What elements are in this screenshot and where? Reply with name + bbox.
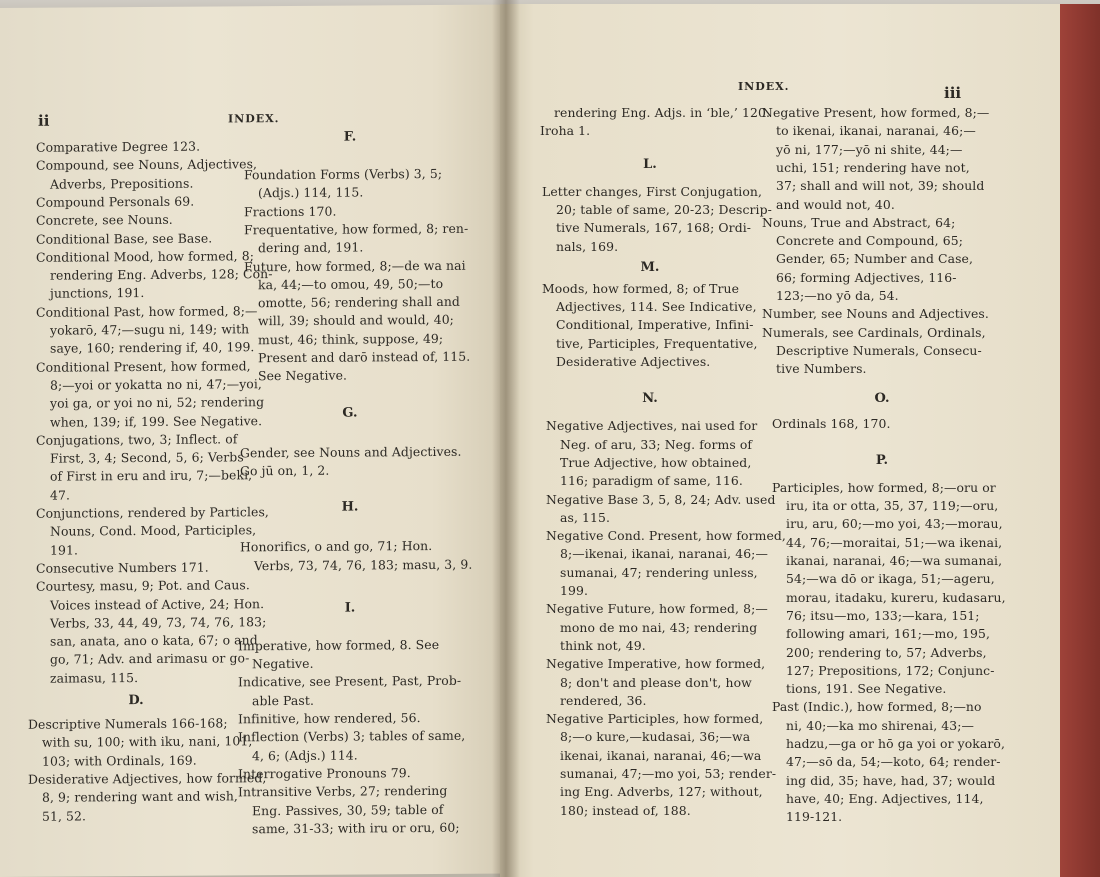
- index-entry-line: saye, 160; rendering if, 40, 199.: [50, 339, 255, 356]
- index-entry-line: will, 39; should and would, 40;: [258, 312, 454, 329]
- index-entry-line: ikanai, naranai, 46;—wa sumanai,: [786, 553, 1003, 568]
- index-entry-line: dering and, 191.: [258, 239, 364, 256]
- index-entry-line: 200; rendering to, 57; Adverbs,: [786, 644, 987, 660]
- index-entry-line: rendering Eng. Adjs. in ‘ble,’ 120.: [554, 105, 770, 120]
- index-entry-line: 119-121.: [786, 809, 843, 825]
- section-letter: L.: [643, 156, 657, 172]
- index-entry-line: Fractions 170.: [244, 203, 337, 219]
- index-entry-line: Infinitive, how rendered, 56.: [238, 710, 421, 727]
- index-entry-line: Negative Imperative, how formed,: [546, 656, 766, 672]
- index-entry-line: Gender, see Nouns and Adjectives.: [240, 443, 462, 460]
- index-entry-line: Descriptive Numerals, Consecu-: [776, 342, 982, 358]
- index-entry-line: Concrete, see Nouns.: [36, 211, 173, 228]
- left-page-number: ii: [38, 111, 50, 130]
- index-entry-line: Gender, 65; Number and Case,: [776, 251, 974, 267]
- index-entry-line: Honorifics, o and go, 71; Hon.: [240, 538, 433, 555]
- index-entry-line: 8;—ikenai, ikanai, naranai, 46;—: [560, 546, 768, 562]
- index-entry-line: Frequentative, how formed, 8; ren-: [244, 220, 469, 238]
- index-entry-line: Intransitive Verbs, 27; rendering: [238, 783, 448, 800]
- index-entry-line: uchi, 151; rendering have not,: [776, 159, 970, 175]
- index-entry-line: Verbs, 33, 44, 49, 73, 74, 76, 183;: [50, 613, 267, 631]
- index-entry-line: ka, 44;—to omou, 49, 50;—to: [258, 275, 444, 292]
- index-entry-line: 54;—wa dō or ikaga, 51;—ageru,: [786, 571, 995, 587]
- index-entry-line: Indicative, see Present, Past, Prob-: [238, 673, 462, 690]
- index-entry-line: 191.: [50, 542, 78, 558]
- book-gutter: [492, 0, 520, 877]
- index-entry-line: Present and darō instead of, 115.: [258, 348, 471, 366]
- index-entry-line: sumanai, 47;—mo yoi, 53; render-: [560, 766, 777, 781]
- index-entry-line: tive Numbers.: [776, 361, 867, 377]
- index-entry-line: ing did, 35; have, had, 37; would: [786, 772, 996, 788]
- index-entry-line: yoi ga, or yoi no ni, 52; rendering: [50, 394, 265, 411]
- index-entry-line: Conditional Past, how formed, 8;—: [36, 302, 258, 320]
- index-entry-line: Interrogative Pronouns 79.: [238, 765, 411, 782]
- index-entry-line: 199.: [560, 583, 588, 598]
- index-entry-line: Concrete and Compound, 65;: [776, 233, 963, 249]
- index-entry-line: Past (Indic.), how formed, 8;—no: [772, 699, 982, 715]
- index-entry-line: 51, 52.: [42, 807, 87, 824]
- index-entry-line: 37; shall and will not, 39; should: [776, 178, 985, 194]
- index-entry-line: Descriptive Numerals 166-168;: [28, 715, 228, 732]
- index-entry-line: junctions, 191.: [50, 285, 145, 302]
- index-entry-line: 20; table of same, 20-23; Descrip-: [556, 201, 772, 217]
- index-entry-line: 4, 6; (Adjs.) 114.: [252, 747, 358, 763]
- index-entry-line: (Adjs.) 114, 115.: [258, 184, 364, 201]
- index-entry-line: 127; Prepositions, 172; Conjunc-: [786, 662, 995, 678]
- index-entry-line: ikenai, ikanai, naranai, 46;—wa: [560, 747, 762, 763]
- index-entry-line: rendered, 36.: [560, 692, 647, 708]
- index-entry-line: Conditional Mood, how formed, 8;: [36, 248, 255, 265]
- index-entry-line: Negative Base 3, 5, 8, 24; Adv. used: [546, 491, 776, 507]
- index-entry-line: Desiderative Adjectives.: [556, 354, 711, 369]
- index-entry-line: True Adjective, how obtained,: [560, 454, 752, 470]
- index-entry-line: 66; forming Adjectives, 116-: [776, 269, 957, 285]
- index-entry-line: and would not, 40.: [776, 196, 895, 212]
- index-entry-line: 8;—yoi or yokatta no ni, 47;—yoi,: [50, 376, 262, 393]
- index-entry-line: 123;—no yō da, 54.: [776, 288, 899, 303]
- index-entry-line: 103; with Ordinals, 169.: [42, 752, 197, 769]
- right-page-number: iii: [944, 84, 962, 102]
- index-entry-line: tive, Participles, Frequentative,: [556, 335, 758, 351]
- index-entry-line: Iroha 1.: [540, 123, 591, 139]
- index-entry-line: Nouns, True and Abstract, 64;: [762, 214, 956, 230]
- section-letter: I.: [344, 600, 356, 616]
- index-entry-line: Imperative, how formed, 8. See: [238, 636, 440, 654]
- section-letter: O.: [874, 390, 890, 406]
- index-entry-line: Compound Personals 69.: [36, 193, 195, 210]
- index-entry-line: Consecutive Numbers 171.: [36, 559, 209, 576]
- index-entry-line: Go jū on, 1, 2.: [240, 462, 330, 479]
- index-entry-line: rendering Eng. Adverbs, 128; Con-: [50, 266, 273, 283]
- section-letter: M.: [640, 259, 660, 275]
- index-entry-line: First, 3, 4; Second, 5, 6; Verbs: [50, 449, 244, 466]
- index-entry-line: tive Numerals, 167, 168; Ordi-: [556, 220, 752, 236]
- index-entry-line: See Negative.: [258, 367, 348, 384]
- index-entry-line: think not, 49.: [560, 637, 646, 653]
- section-letter: F.: [343, 129, 357, 145]
- index-entry-line: Nouns, Cond. Mood, Participles,: [50, 522, 257, 539]
- index-entry-line: Negative Cond. Present, how formed,: [546, 528, 786, 544]
- index-entry-line: Negative Future, how formed, 8;—: [546, 601, 768, 617]
- index-entry-line: Voices instead of Active, 24; Hon.: [50, 595, 265, 613]
- index-entry-line: Conditional Present, how formed,: [36, 357, 251, 375]
- index-entry-line: yokarō, 47;—sugu ni, 149; with: [50, 321, 250, 338]
- index-entry-line: hadzu,—ga or hō ga yoi or yokarō,: [786, 736, 1006, 751]
- index-entry-line: 44, 76;—moraitai, 51;—wa ikenai,: [786, 534, 1003, 550]
- index-entry-line: nals, 169.: [556, 238, 619, 254]
- section-letter: D.: [128, 692, 144, 709]
- index-entry-line: following amari, 161;—mo, 195,: [786, 626, 991, 642]
- index-entry-line: morau, itadaku, kureru, kudasaru,: [786, 589, 1006, 605]
- left-page: [0, 4, 508, 877]
- index-entry-line: Neg. of aru, 33; Neg. forms of: [560, 436, 753, 452]
- right-page-header: INDEX.: [738, 80, 790, 93]
- index-entry-line: mono de mo nai, 43; rendering: [560, 619, 758, 635]
- index-entry-line: Adverbs, Prepositions.: [50, 175, 194, 192]
- index-entry-line: iru, aru, 60;—mo yoi, 43;—morau,: [786, 516, 1003, 532]
- index-entry-line: 8;—o kure,—kudasai, 36;—wa: [560, 729, 751, 745]
- index-entry-line: Conjugations, two, 3; Inflect. of: [36, 431, 238, 448]
- index-entry-line: Negative Present, how formed, 8;—: [762, 105, 990, 120]
- section-letter: H.: [341, 499, 359, 515]
- index-entry-line: Conjunctions, rendered by Particles,: [36, 504, 269, 521]
- index-entry-line: 47;—sō da, 54;—koto, 64; render-: [786, 754, 1001, 770]
- index-entry-line: tions, 191. See Negative.: [786, 681, 947, 697]
- index-entry-line: 8, 9; rendering want and wish,: [42, 788, 238, 805]
- index-entry-line: with su, 100; with iku, nani, 101,: [42, 733, 253, 751]
- index-entry-line: Courtesy, masu, 9; Pot. and Caus.: [36, 577, 250, 594]
- index-entry-line: able Past.: [252, 692, 314, 708]
- index-entry-line: san, anata, ano o kata, 67; o and: [50, 632, 258, 649]
- left-page-header: INDEX.: [228, 112, 280, 126]
- index-entry-line: Ordinals 168, 170.: [772, 415, 891, 431]
- index-entry-line: iru, ita or otta, 35, 37, 119;—oru,: [786, 498, 999, 514]
- index-entry-line: to ikenai, ikanai, naranai, 46;—: [776, 123, 976, 139]
- index-entry-line: Inflection (Verbs) 3; tables of same,: [238, 728, 466, 745]
- index-entry-line: 76; itsu—mo, 133;—kara, 151;: [786, 607, 980, 623]
- section-letter: N.: [642, 391, 658, 407]
- index-entry-line: ing Eng. Adverbs, 127; without,: [560, 784, 763, 800]
- index-entry-line: Negative.: [252, 655, 314, 672]
- index-entry-line: must, 46; think, suppose, 49;: [258, 330, 444, 347]
- index-entry-line: Adjectives, 114. See Indicative,: [556, 299, 757, 315]
- index-entry-line: go, 71; Adv. and arimasu or go-: [50, 650, 250, 668]
- index-entry-line: 8; don't and please don't, how: [560, 674, 752, 690]
- index-entry-line: Verbs, 73, 74, 76, 183; masu, 3, 9.: [254, 556, 473, 573]
- section-letter: G.: [342, 405, 358, 421]
- index-entry-line: Eng. Passives, 30, 59; table of: [252, 801, 444, 818]
- index-entry-line: Letter changes, First Conjugation,: [542, 183, 763, 199]
- right-page: [500, 4, 1060, 877]
- index-entry-line: as, 115.: [560, 509, 611, 525]
- index-entry-line: 116; paradigm of same, 116.: [560, 473, 743, 489]
- index-entry-line: yō ni, 177;—yō ni shite, 44;—: [776, 141, 963, 157]
- section-letter: P.: [875, 452, 889, 468]
- index-entry-line: Conditional Base, see Base.: [36, 230, 213, 247]
- index-entry-line: Future, how formed, 8;—de wa nai: [244, 257, 466, 274]
- index-entry-line: sumanai, 47; rendering unless,: [560, 564, 758, 580]
- index-entry-line: Desiderative Adjectives, how formed,: [28, 770, 267, 787]
- index-entry-line: 180; instead of, 188.: [560, 802, 691, 818]
- index-entry-line: zaimasu, 115.: [50, 669, 139, 686]
- index-entry-line: Negative Adjectives, nai used for: [546, 418, 758, 434]
- index-entry-line: when, 139; if, 199. See Negative.: [50, 412, 263, 430]
- index-entry-line: Conditional, Imperative, Infini-: [556, 317, 754, 333]
- index-entry-line: Comparative Degree 123.: [36, 138, 201, 155]
- book-cover-spine: [1058, 4, 1100, 877]
- index-entry-line: Number, see Nouns and Adjectives.: [762, 306, 989, 322]
- index-entry-line: Foundation Forms (Verbs) 3, 5;: [244, 165, 443, 183]
- index-entry-line: of First in eru and iru, 7;—beki,: [50, 467, 253, 485]
- index-entry-line: same, 31-33; with iru or oru, 60;: [252, 819, 460, 837]
- index-entry-line: Numerals, see Cardinals, Ordinals,: [762, 324, 986, 340]
- index-entry-line: Participles, how formed, 8;—oru or: [772, 479, 996, 495]
- index-entry-line: Compound, see Nouns, Adjectives,: [36, 156, 258, 174]
- index-entry-line: ni, 40;—ka mo shirenai, 43;—: [786, 717, 975, 733]
- index-entry-line: omotte, 56; rendering shall and: [258, 293, 460, 311]
- index-entry-line: have, 40; Eng. Adjectives, 114,: [786, 790, 984, 806]
- index-entry-line: Moods, how formed, 8; of True: [542, 280, 739, 296]
- index-entry-line: 47.: [50, 487, 71, 503]
- index-entry-line: Negative Participles, how formed,: [546, 711, 764, 727]
